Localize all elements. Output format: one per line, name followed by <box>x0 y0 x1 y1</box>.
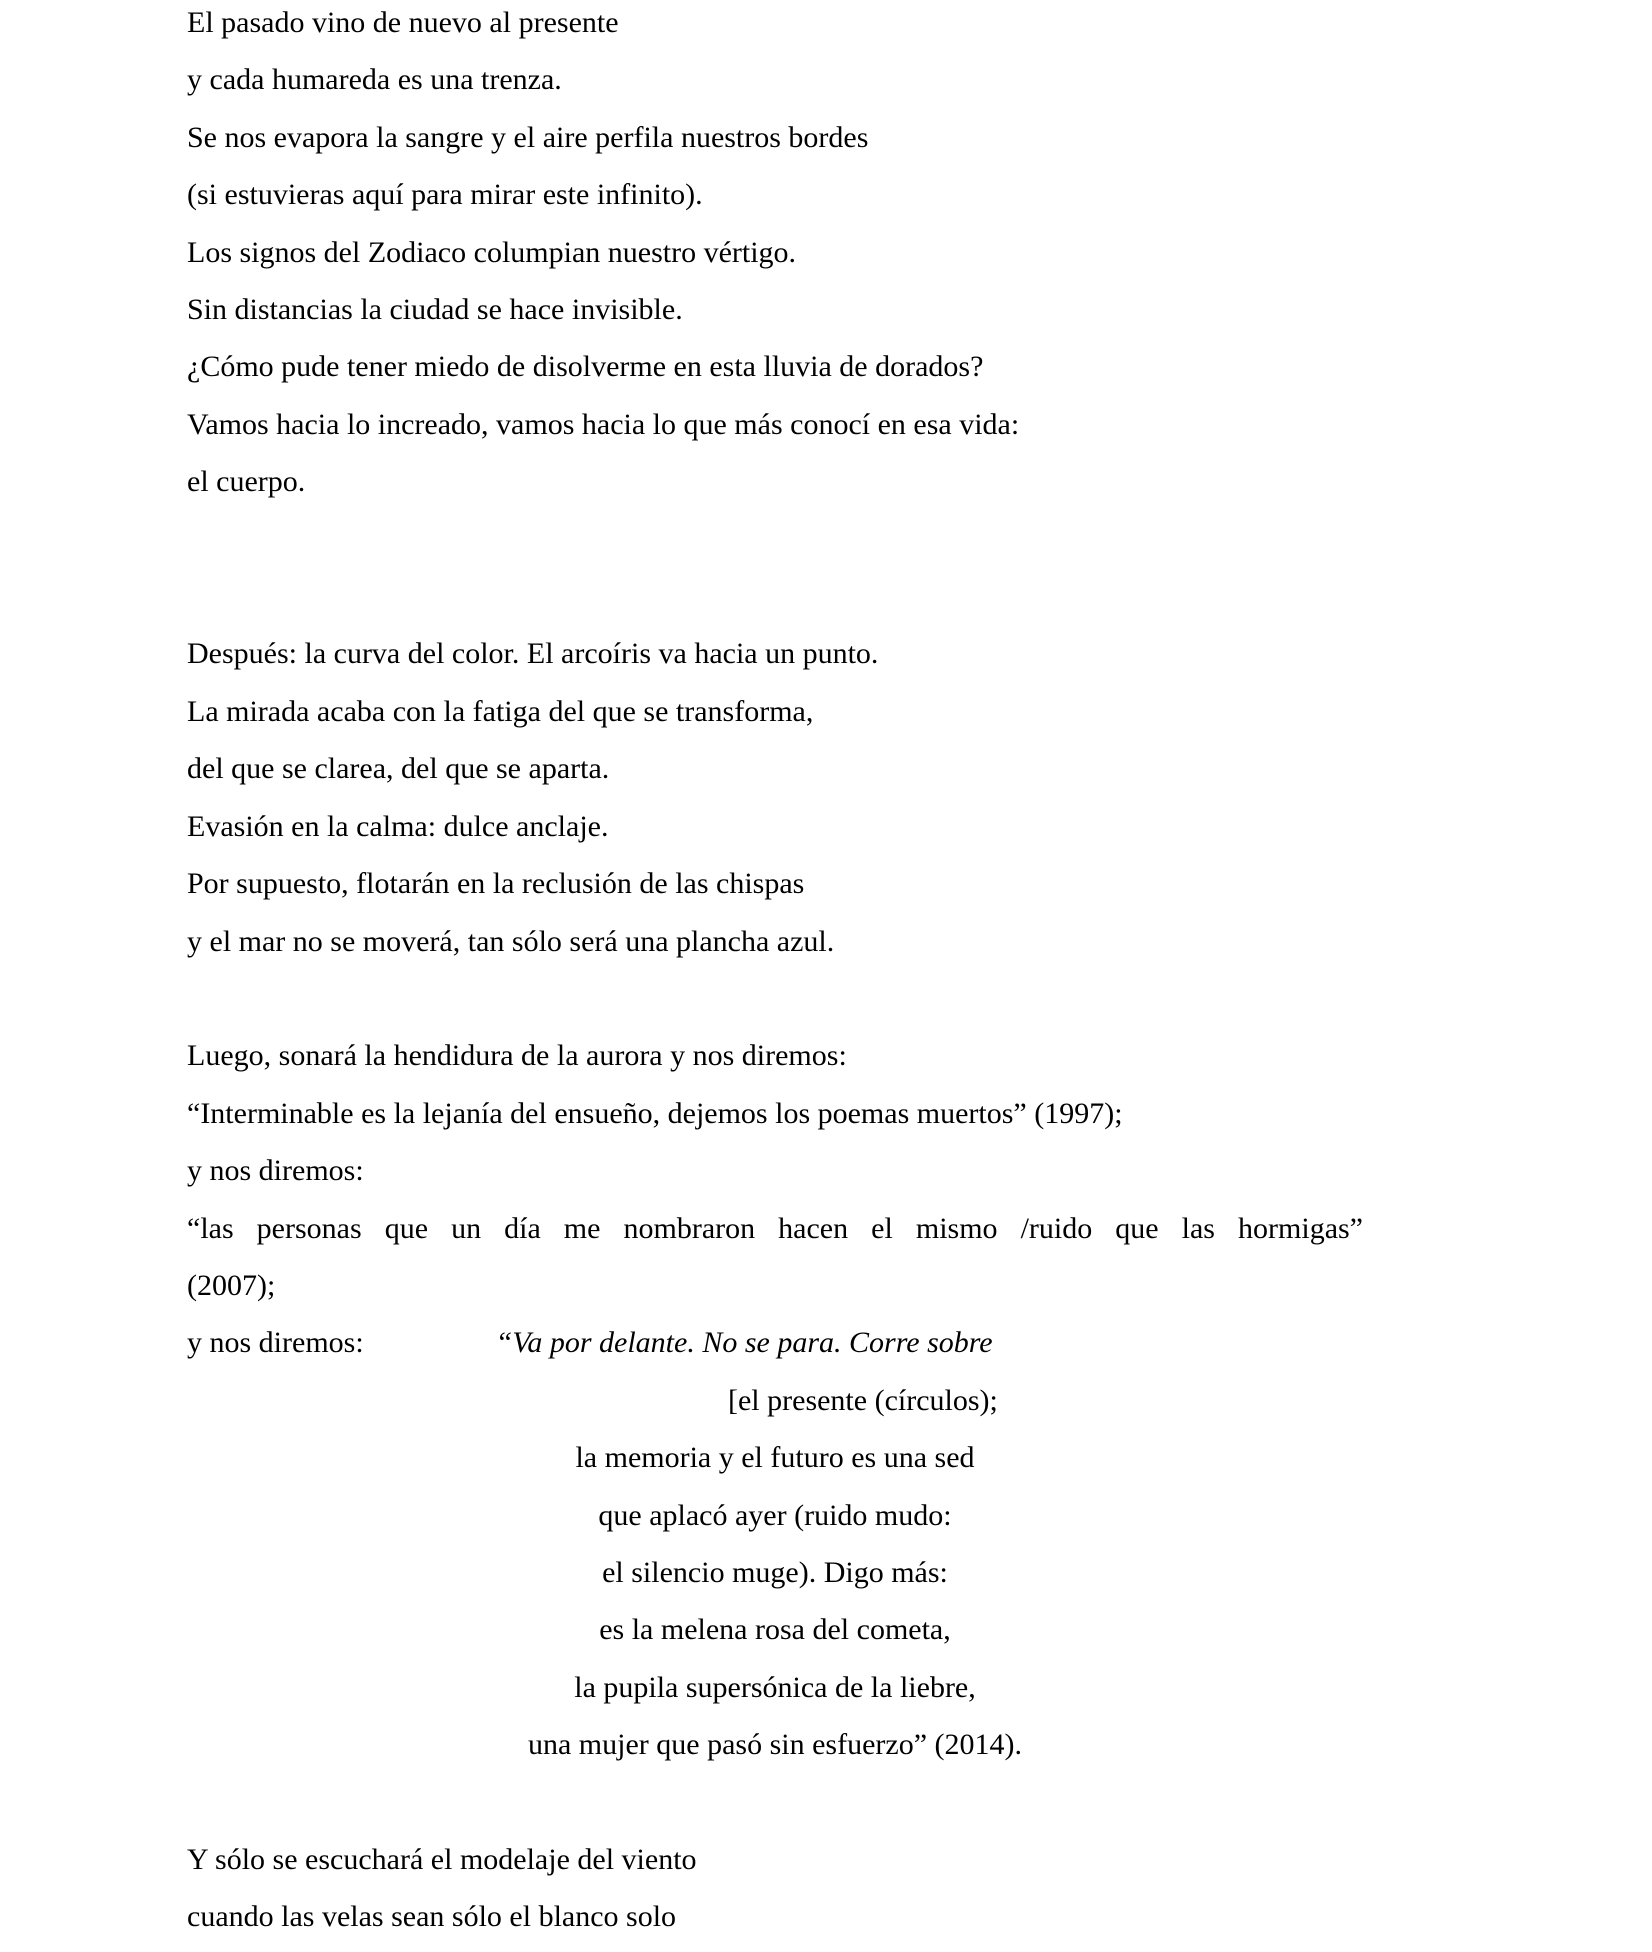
blank-line <box>187 568 1363 625</box>
poem-line: el cuerpo. <box>187 465 306 499</box>
poem-line: y el mar no se moverá, tan sólo será una plancha azul. <box>187 924 835 958</box>
poem-line: el silencio muge). Digo más: <box>602 1555 948 1589</box>
poem-line: El pasado vino de nuevo al presente <box>187 6 619 39</box>
blank-line <box>187 1774 1363 1831</box>
blank-line <box>187 511 1363 568</box>
poem-quote-italic: “Va por delante. No se para. Corre sobre <box>495 1326 993 1360</box>
poem-line: ¿Cómo pude tener miedo de disolverme en esta lluvia de dorados? <box>187 350 984 384</box>
poem-line: que aplacó ayer (ruido mudo: <box>598 1498 952 1532</box>
poem-line: Después: la curva del color. El arcoíris va hacia un punto. <box>187 637 879 671</box>
poem-line: y nos diremos: <box>187 1154 364 1188</box>
poem-line: [el presente (círculos); <box>728 1383 998 1417</box>
poem-line <box>187 1314 1363 1371</box>
poem-line: Y sólo se escuchará el modelaje del viento <box>187 1843 697 1876</box>
poem-line: cuando las velas sean sólo el blanco solo <box>187 1900 677 1934</box>
poem-line: (2007); <box>187 1268 276 1302</box>
poem-text-block <box>187 0 1363 1946</box>
poem-line: Los signos del Zodiaco columpian nuestro vértigo. <box>187 235 797 269</box>
poem-line-label: y nos diremos: <box>187 1326 364 1360</box>
poem-line: La mirada acaba con la fatiga del que se transforma, <box>187 694 814 728</box>
poem-line: Vamos hacia lo increado, vamos hacia lo que más conocí en esa vida: <box>187 407 1020 441</box>
poem-line: y cada humareda es una trenza. <box>187 63 562 97</box>
poem-line: (si estuvieras aquí para mirar este infinito). <box>187 178 703 212</box>
poem-line: Evasión en la calma: dulce anclaje. <box>187 809 609 843</box>
poem-line: una mujer que pasó sin esfuerzo” (2014). <box>527 1728 1022 1762</box>
poem-line: Luego, sonará la hendidura de la aurora y nos diremos: <box>187 1039 847 1073</box>
poem-line: es la melena rosa del cometa, <box>599 1613 951 1647</box>
poem-line: Se nos evapora la sangre y el aire perfila nuestros bordes <box>187 120 869 154</box>
poem-line: la memoria y el futuro es una sed <box>575 1441 975 1475</box>
poem-line: del que se clarea, del que se aparta. <box>187 752 610 786</box>
poem-line: “Interminable es la lejanía del ensueño, dejemos los poemas muertos” (1997); <box>187 1096 1123 1130</box>
poem-line: “las personas que un día me nombraron hacen el mismo /ruido que las hormigas” <box>187 1211 1363 1245</box>
poem-line: la pupila supersónica de la liebre, <box>574 1670 976 1704</box>
poem-line: Por supuesto, flotarán en la reclusión de las chispas <box>187 867 805 901</box>
poem-line: Sin distancias la ciudad se hace invisible. <box>187 293 683 327</box>
blank-line <box>187 970 1363 1027</box>
